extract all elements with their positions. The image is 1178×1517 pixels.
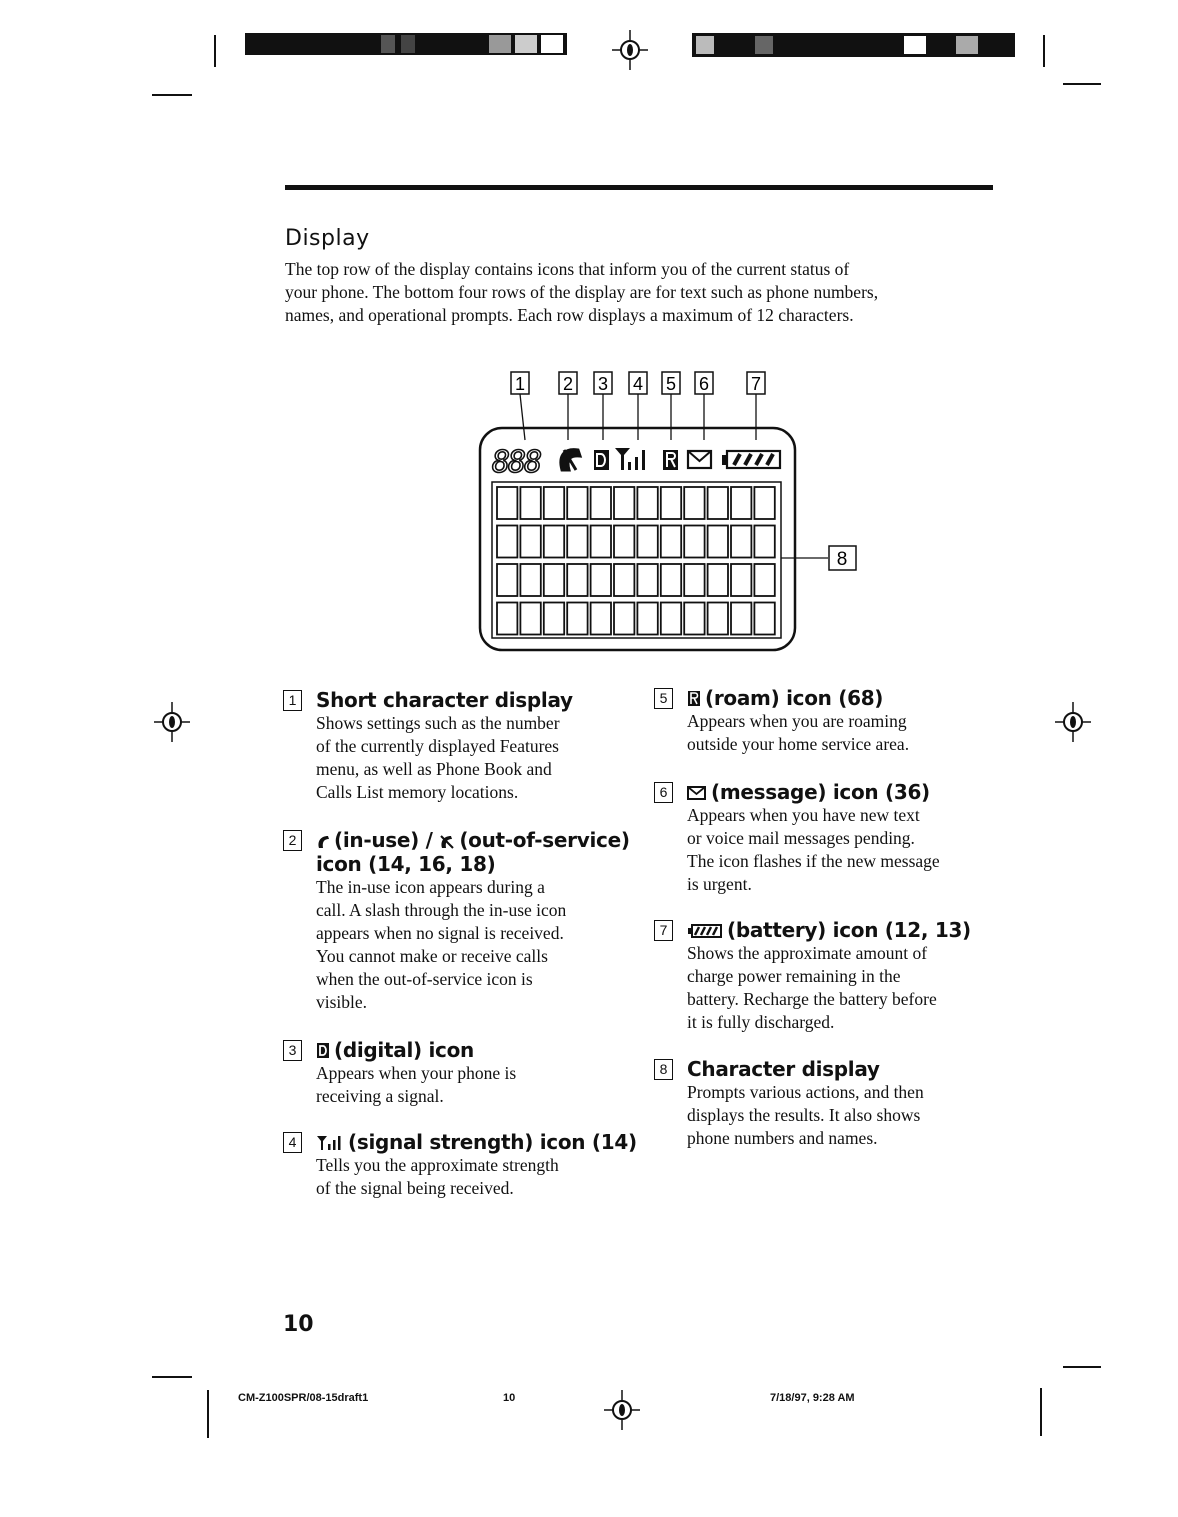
text-line: appears when no signal is received.: [316, 923, 564, 943]
text-line: or voice mail messages pending.: [687, 828, 915, 848]
item-title: (roam) icon (68): [705, 686, 884, 710]
character-cell: [497, 526, 517, 558]
item-short-character-display: [288, 688, 573, 804]
signal-antenna-icon: [615, 448, 630, 470]
character-cell: [614, 564, 634, 596]
text-line: outside your home service area.: [687, 734, 910, 754]
character-cell: [754, 603, 774, 635]
character-cell: [731, 526, 751, 558]
registration-mark-icon: [610, 30, 650, 70]
callout-number: 6: [698, 374, 710, 394]
character-cell: [544, 487, 564, 519]
battery-terminal: [722, 455, 726, 465]
item-body: [316, 1154, 637, 1200]
message-icon: [687, 785, 707, 801]
character-cell: [708, 526, 728, 558]
callout-number: 2: [283, 830, 302, 851]
item-roam-icon: [659, 686, 910, 756]
character-cell: [661, 526, 681, 558]
character-cell: [544, 526, 564, 558]
callout-5: [662, 372, 680, 440]
character-cell: [708, 564, 728, 596]
battery-level-bar: [734, 454, 740, 465]
text-line: battery. Recharge the battery before: [687, 989, 937, 1009]
character-cell: [614, 487, 634, 519]
character-cell: [661, 564, 681, 596]
character-cell: [544, 564, 564, 596]
crop-mark: [214, 35, 216, 67]
digital-icon: [316, 1042, 330, 1059]
battery-level-bar: [767, 454, 773, 465]
character-cell: [591, 487, 611, 519]
text-line: The top row of the display contains icons that inform you of the current status of: [285, 259, 850, 279]
item-title-part: (in-use) /: [334, 828, 440, 852]
item-title: Character display: [687, 1057, 880, 1081]
callout-3: [594, 372, 612, 440]
item-body: [316, 1062, 516, 1108]
character-cell: [661, 603, 681, 635]
footer-page: 10: [503, 1392, 516, 1404]
text-line: names, and operational prompts. Each row displays a maximum of 12 characters.: [285, 305, 854, 325]
character-cell: [684, 603, 704, 635]
signal-bar: [635, 457, 638, 470]
character-cell: [614, 526, 634, 558]
short-character-display: 888: [492, 445, 541, 480]
character-cell: [520, 564, 540, 596]
callout-number: 2: [562, 374, 574, 394]
callout-number: 3: [597, 374, 609, 394]
character-cell: [567, 526, 587, 558]
crop-mark: [1040, 1388, 1042, 1436]
character-cell: [520, 603, 540, 635]
text-line: The in-use icon appears during a: [316, 877, 545, 897]
signal-bar: [642, 450, 645, 470]
item-signal-strength-icon: [288, 1130, 637, 1200]
callout-number: 1: [514, 374, 526, 394]
item-title: (signal strength) icon (14): [348, 1130, 637, 1154]
character-cell: [591, 603, 611, 635]
crop-mark: [207, 1390, 209, 1438]
callout-4: [629, 372, 647, 440]
character-cell: [567, 564, 587, 596]
callout-number: 5: [654, 688, 673, 709]
display-diagram: [470, 360, 870, 660]
item-title-part: (out-of-service): [459, 828, 630, 852]
character-cell: [708, 603, 728, 635]
section-rule: [285, 185, 993, 190]
callout-7: [747, 372, 765, 440]
character-cell: [684, 564, 704, 596]
text-line: your phone. The bottom four rows of the display are for text such as phone numbers,: [285, 282, 879, 302]
item-title: Short character display: [316, 688, 573, 712]
character-cell: [567, 603, 587, 635]
footer-timestamp: 7/18/97, 9:28 AM: [770, 1392, 855, 1404]
item-body: [316, 712, 573, 804]
item-in-use-icon: [288, 828, 630, 1014]
character-cell: [754, 487, 774, 519]
callout-number: 3: [283, 1040, 302, 1061]
in-use-icon: [316, 833, 330, 849]
character-cell: [684, 487, 704, 519]
text-line: Tells you the approximate strength: [316, 1155, 559, 1175]
callout-number: 7: [750, 374, 762, 394]
text-line: when the out-of-service icon is: [316, 969, 533, 989]
character-cell: [497, 603, 517, 635]
character-cell: [684, 526, 704, 558]
character-cell: [637, 564, 657, 596]
text-line: call. A slash through the in-use icon: [316, 900, 567, 920]
text-line: Shows settings such as the number: [316, 713, 560, 733]
item-title: (message) icon (36): [711, 780, 930, 804]
crop-mark: [1063, 83, 1101, 85]
callout-number: 5: [665, 374, 677, 394]
character-cell: [731, 564, 751, 596]
text-line: Appears when you are roaming: [687, 711, 907, 731]
text-line: menu, as well as Phone Book and: [316, 759, 552, 779]
character-cell: [567, 487, 587, 519]
item-title: (digital) icon: [334, 1038, 474, 1062]
text-line: of the currently displayed Features: [316, 736, 559, 756]
item-digital-icon: [288, 1038, 517, 1108]
character-cell: [497, 564, 517, 596]
text-line: The icon flashes if the new message: [687, 851, 940, 871]
character-cell: [591, 526, 611, 558]
text-line: Prompts various actions, and then: [687, 1082, 924, 1102]
text-line: Shows the approximate amount of: [687, 943, 928, 963]
callout-number: 8: [654, 1059, 673, 1080]
callout-1: [511, 372, 529, 440]
text-line: it is fully discharged.: [687, 1012, 835, 1032]
text-line: of the signal being received.: [316, 1178, 514, 1198]
registration-mark-icon: [602, 1390, 642, 1430]
character-cell: [497, 487, 517, 519]
battery-level-bar: [745, 454, 751, 465]
text-line: charge power remaining in the: [687, 966, 901, 986]
text-line: displays the results. It also shows: [687, 1105, 921, 1125]
callout-number: 6: [654, 782, 673, 803]
item-title: (battery) icon (12, 13): [727, 918, 971, 942]
message-icon-flap: [688, 451, 711, 461]
character-cell: [731, 487, 751, 519]
item-body: [687, 804, 940, 896]
character-cell: [754, 564, 774, 596]
text-line: is urgent.: [687, 874, 752, 894]
battery-level-bar: [756, 454, 762, 465]
signal-bar: [628, 462, 631, 470]
callout-number: 7: [654, 920, 673, 941]
footer-doc-id: CM-Z100SPR/08-15draft1: [238, 1392, 369, 1404]
text-line: receiving a signal.: [316, 1086, 444, 1106]
character-cell: [754, 526, 774, 558]
text-line: Calls List memory locations.: [316, 782, 519, 802]
item-body: [316, 876, 630, 1014]
callout-6: [695, 372, 713, 440]
character-cell: [544, 603, 564, 635]
item-battery-icon: [659, 918, 971, 1034]
character-cell: [708, 487, 728, 519]
registration-mark-icon: [152, 702, 192, 742]
item-title-part: icon (14, 16, 18): [316, 852, 496, 876]
item-message-icon: [659, 780, 940, 896]
crop-mark: [152, 94, 192, 96]
signal-strength-icon: [316, 1134, 344, 1151]
character-cell: [637, 603, 657, 635]
section-intro: [285, 258, 1005, 327]
character-cell: [637, 487, 657, 519]
callout-2: [559, 372, 577, 440]
text-line: Appears when your phone is: [316, 1063, 517, 1083]
roam-icon: [687, 690, 701, 707]
callout-number: 8: [836, 549, 848, 570]
text-line: phone numbers and names.: [687, 1128, 878, 1148]
callout-number: 1: [283, 690, 302, 711]
page-number: 10: [283, 1312, 314, 1337]
character-cell: [661, 487, 681, 519]
out-of-service-icon: [439, 833, 455, 849]
character-cell: [731, 603, 751, 635]
item-body: [687, 710, 909, 756]
out-of-service-icon: [561, 450, 580, 470]
battery-icon: [687, 923, 723, 939]
crop-mark: [1063, 1366, 1101, 1368]
callout-leader: [520, 394, 525, 440]
crop-mark: [152, 1376, 192, 1378]
item-body: [687, 1081, 924, 1150]
text-line: You cannot make or receive calls: [316, 946, 548, 966]
character-cell: [520, 487, 540, 519]
text-line: visible.: [316, 992, 368, 1012]
callout-number: 4: [283, 1132, 302, 1153]
character-cell: [637, 526, 657, 558]
character-cell: [520, 526, 540, 558]
character-cell: [614, 603, 634, 635]
item-character-display: [659, 1057, 924, 1150]
registration-mark-icon: [1053, 702, 1093, 742]
section-title: Display: [285, 226, 370, 251]
item-body: [687, 942, 971, 1034]
callout-number: 4: [632, 374, 644, 394]
text-line: Appears when you have new text: [687, 805, 920, 825]
character-cell: [591, 564, 611, 596]
